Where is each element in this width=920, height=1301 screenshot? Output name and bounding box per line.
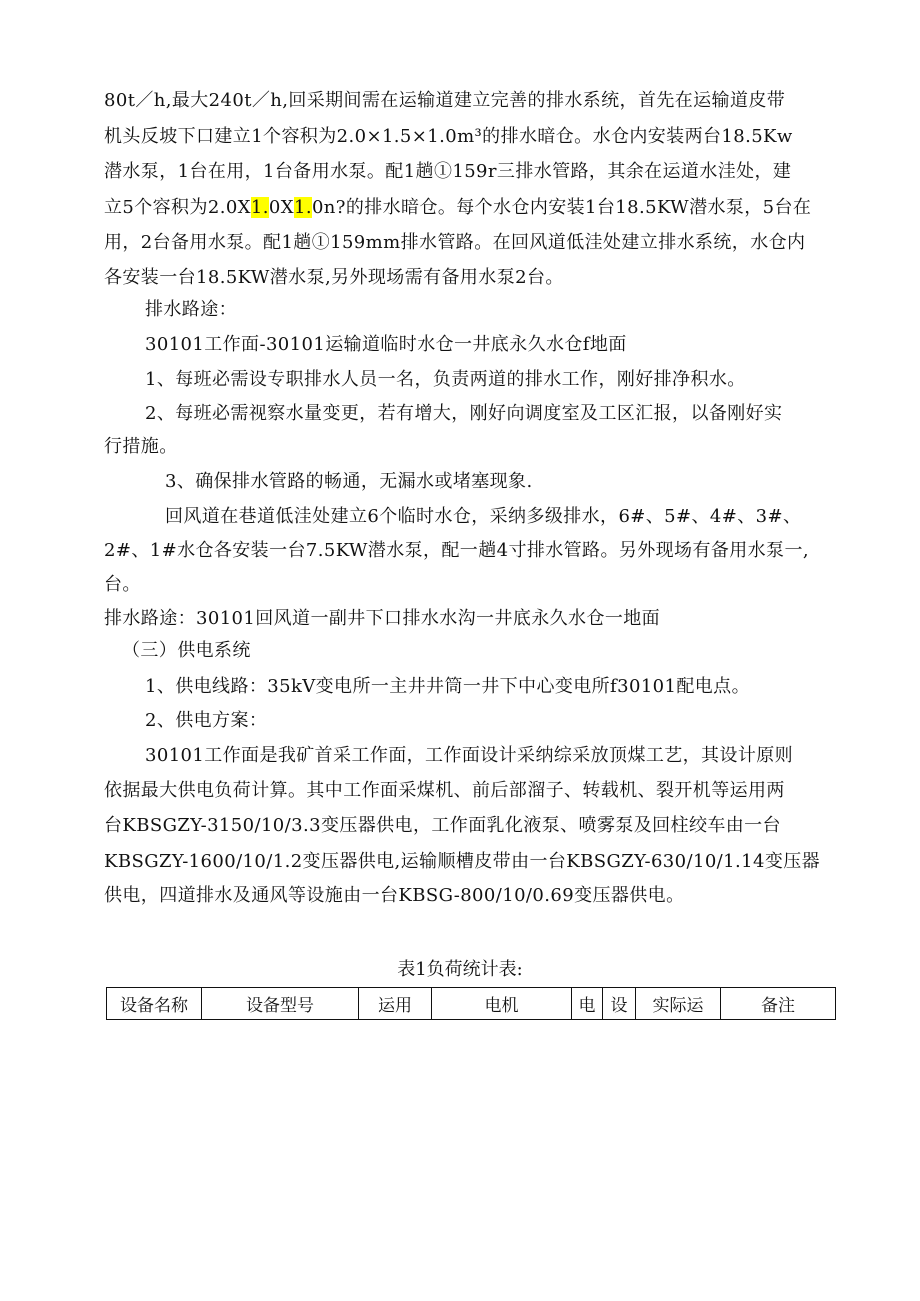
paragraph-line: 2#、1#水仓各安装一台7.5KW潜水泵，配一趟4寸排水管路。另外现场有备用水泵一, xyxy=(104,540,809,561)
list-item: 3、确保排水管路的畅通，无漏水或堵塞现象. xyxy=(165,471,533,492)
highlighted-text: 1. xyxy=(250,197,269,218)
table-header-cell: 备注 xyxy=(721,988,836,1020)
paragraph-line: KBSGZY-1600/10/1.2变压器供电,运输顺槽皮带由一台KBSGZY-630/10/1.14变压器 xyxy=(104,851,821,872)
list-item-continuation: 行措施。 xyxy=(104,436,178,457)
table-header-cell: 设 xyxy=(603,988,636,1020)
paragraph-line: 依据最大供电负荷计算。其中工作面采煤机、前后部溜子、转载机、裂开机等运用两 xyxy=(104,780,785,801)
table-header-cell: 实际运 xyxy=(636,988,721,1020)
load-statistics-table xyxy=(106,987,836,1020)
paragraph-line: 回风道在巷道低洼处建立6个临时水仓，采纳多级排水，6#、5#、4#、3#、 xyxy=(165,506,802,527)
table-header-cell: 电 xyxy=(572,988,603,1020)
section-label: 排水路途： xyxy=(145,299,237,320)
paragraph-line: 各安装一台18.5KW潜水泵,另外现场需有备用水泵2台。 xyxy=(104,267,564,288)
paragraph-line: 台。 xyxy=(104,574,141,595)
list-item: 2、每班必需视察水量变更，若有增大，刚好向调度室及工区汇报，以备刚好实 xyxy=(145,403,783,424)
list-item: 1、供电线路：35kV变电所一主井井筒一井下中心变电所f30101配电点。 xyxy=(145,676,750,697)
highlighted-text: 1. xyxy=(293,197,312,218)
paragraph-line: 潜水泵，1台在用，1台备用水泵。配1趟①159r三排水管路，其余在运道水洼处，建 xyxy=(104,161,792,182)
table-header-row xyxy=(107,988,836,1020)
table-header-cell: 运用 xyxy=(359,988,432,1020)
text-run: 0n?的排水暗仓。每个水仓内安装1台18.5KW潜水泵，5台在 xyxy=(311,197,812,218)
paragraph-line: 供电，四道排水及通风等设施由一台KBSG-800/10/0.69变压器供电。 xyxy=(104,885,685,906)
paragraph-line: 排水路途：30101回风道一副井下口排水水沟一井底永久水仓一地面 xyxy=(104,608,661,629)
paragraph-line: 台KBSGZY-3150/10/3.3变压器供电，工作面乳化液泵、喷雾泵及回柱绞车由一台 xyxy=(104,815,781,836)
text-run: 0X xyxy=(268,197,294,218)
table-header-cell: 电机 xyxy=(432,988,572,1020)
text-run: 立5个容积为2.0X xyxy=(104,197,251,218)
table-header-cell: 设备型号 xyxy=(202,988,359,1020)
list-item: 1、每班必需设专职排水人员一名，负责两道的排水工作，刚好排净积水。 xyxy=(145,369,746,390)
table-header-cell: 设备名称 xyxy=(107,988,202,1020)
paragraph-line xyxy=(104,194,811,222)
list-item: 2、供电方案： xyxy=(145,710,268,731)
paragraph-line: 用，2台备用水泵。配1趟①159mm排水管路。在回风道低洼处建立排水系统，水仓内 xyxy=(104,232,806,253)
paragraph-line: 机头反坡下口建立1个容积为2.0×1.5×1.0m³的排水暗仓。水仓内安装两台18.5Kw xyxy=(104,126,793,147)
section-heading: （三）供电系统 xyxy=(122,640,251,661)
paragraph-line: 30101工作面是我矿首采工作面，工作面设计采纳综采放顶煤工艺，其设计原则 xyxy=(145,745,794,766)
paragraph-line: 80t／h,最大240t／h,回采期间需在运输道建立完善的排水系统，首先在运输道皮带 xyxy=(104,90,786,111)
table-title: 表1负荷统计表: xyxy=(397,959,523,980)
paragraph-line: 30101工作面-30101运输道临时水仓一井底永久水仓f地面 xyxy=(145,334,627,355)
